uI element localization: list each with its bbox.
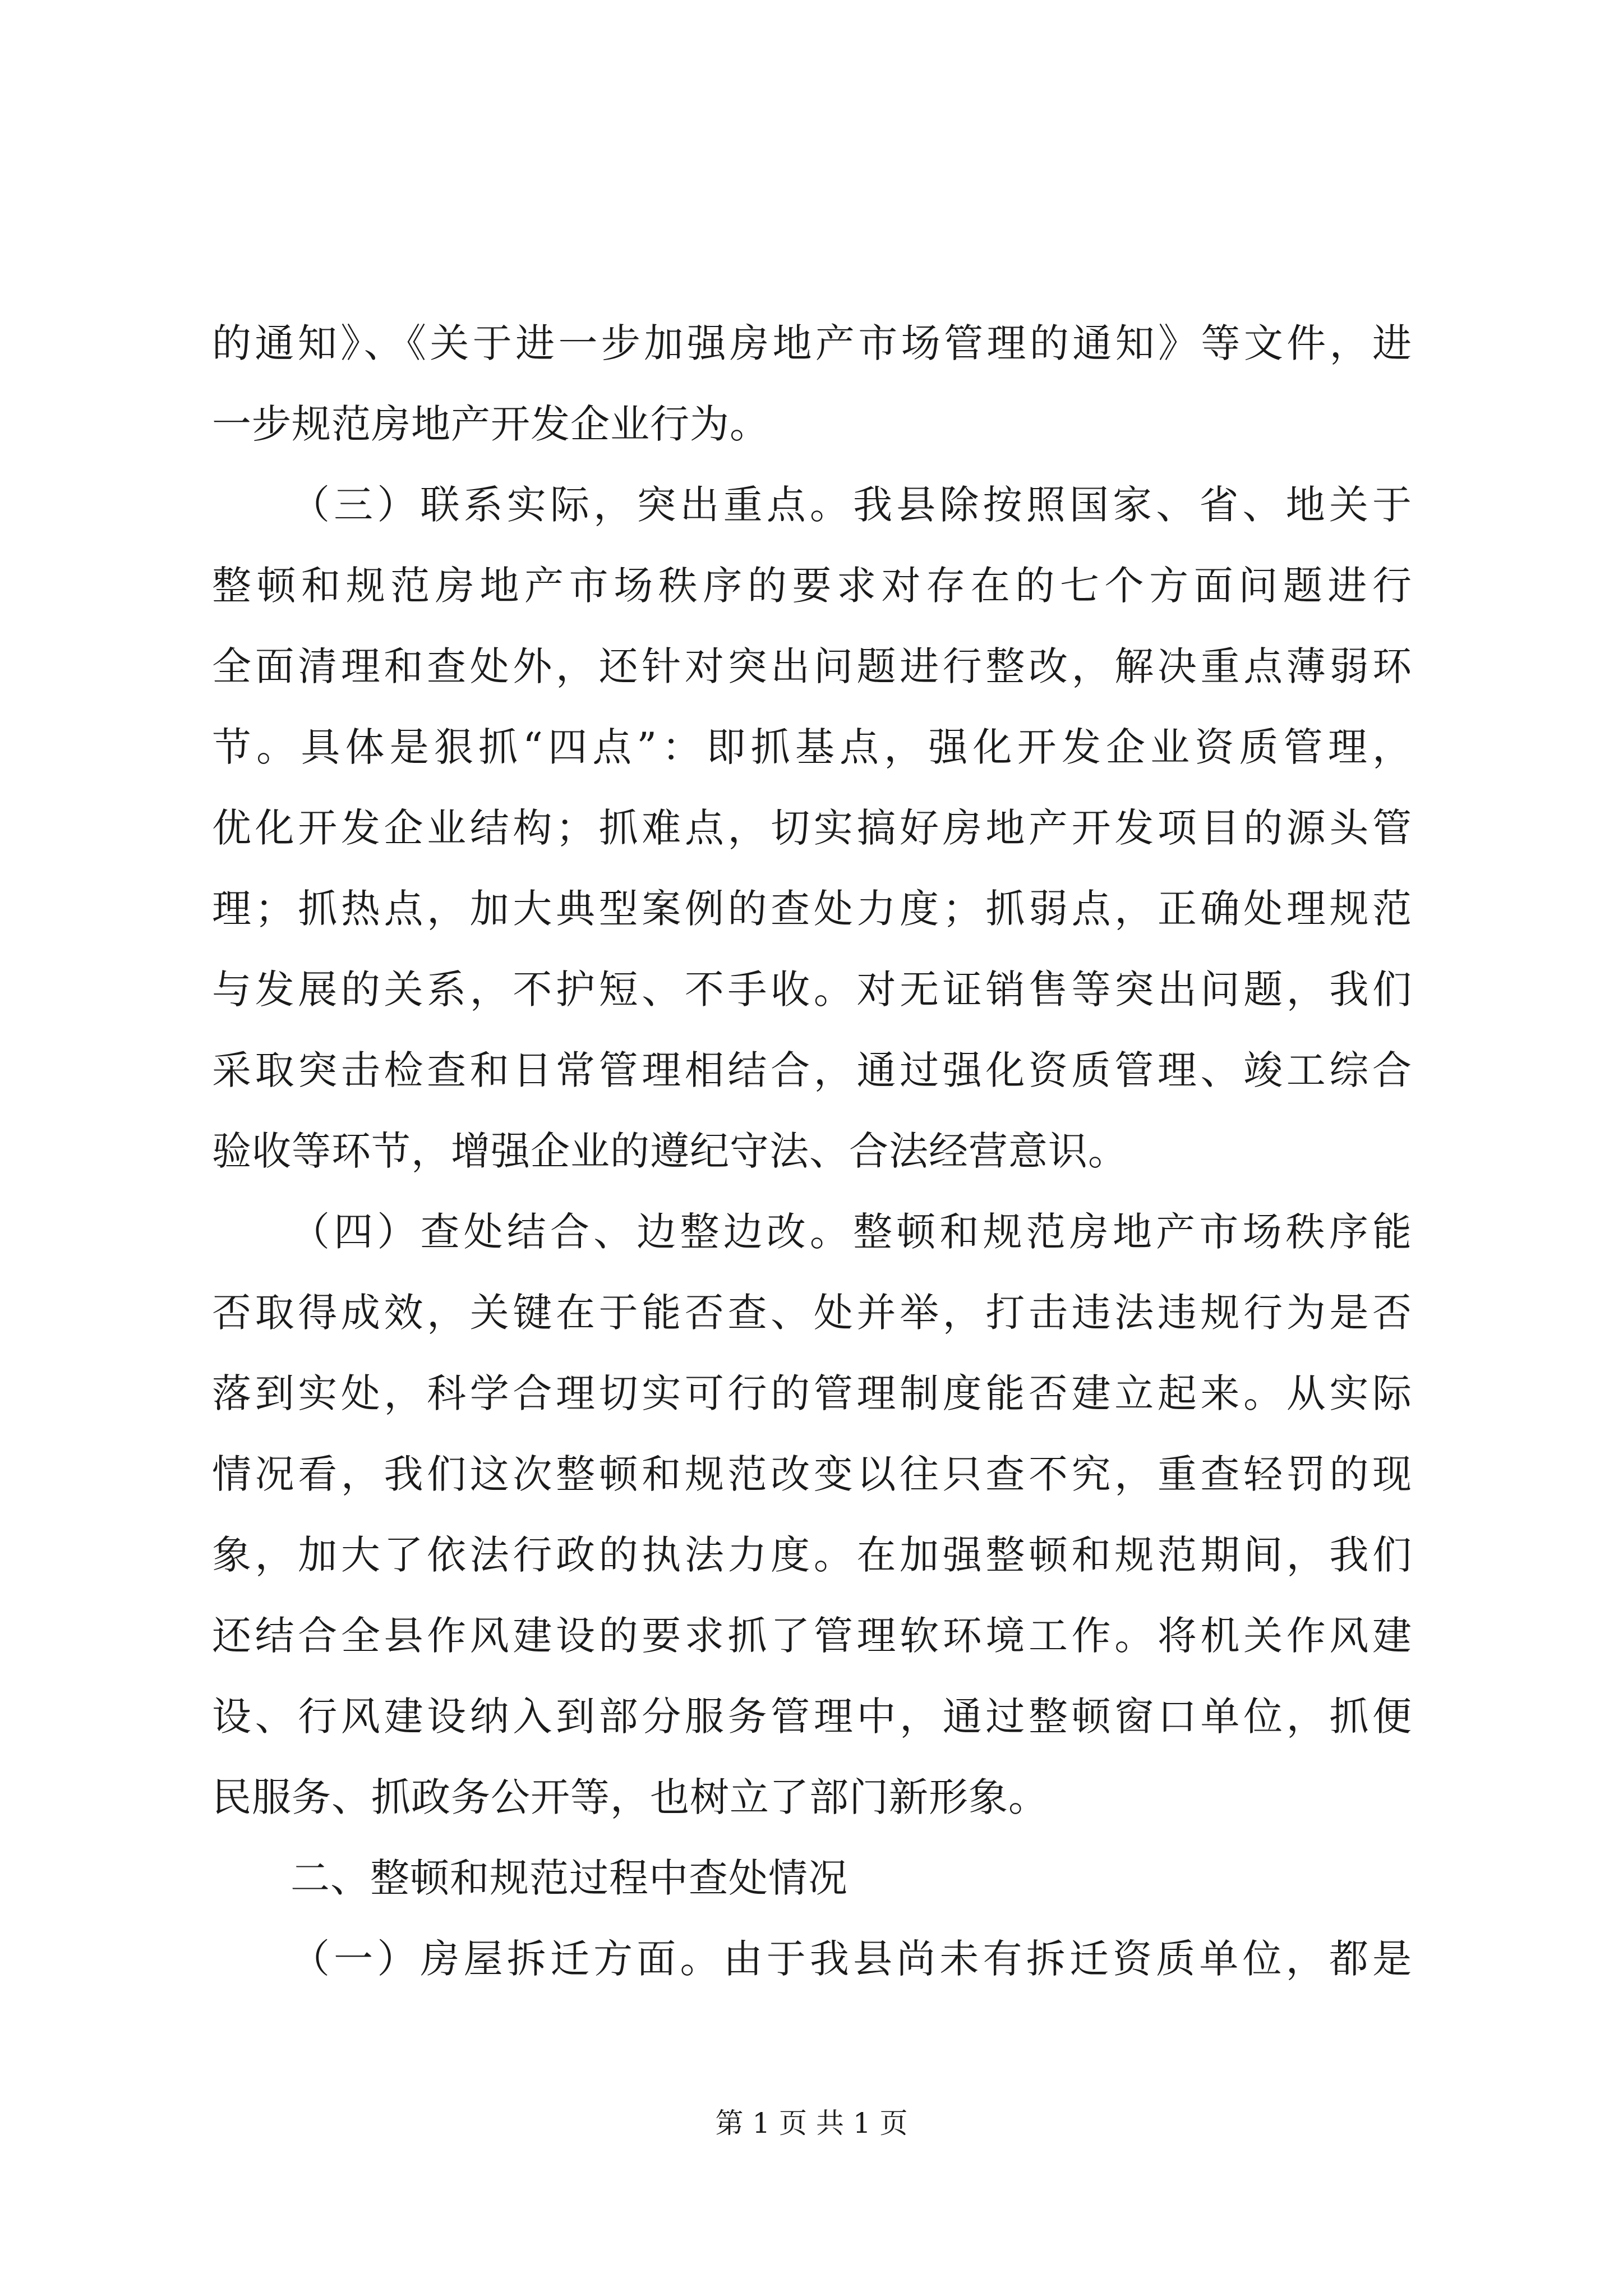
text-line: （四）查处结合、边整边改。整顿和规范房地产市场秩序能 bbox=[291, 1209, 1412, 1255]
text-line: 理；抓热点，加大典型案例的查处力度；抓弱点，正确处理规范 bbox=[212, 886, 1412, 932]
text-line: 设、行风建设纳入到部分服务管理中，通过整顿窗口单位，抓便 bbox=[212, 1694, 1412, 1740]
text-line: 民服务、抓政务公开等，也树立了部门新形象。 bbox=[212, 1774, 1048, 1820]
text-line: 整顿和规范房地产市场秩序的要求对存在的七个方面问题进行 bbox=[212, 563, 1412, 609]
document-body bbox=[212, 303, 1412, 1999]
text-line: 情况看，我们这次整顿和规范改变以往只查不究，重查轻罚的现 bbox=[212, 1451, 1412, 1497]
text-line: 与发展的关系，不护短、不手收。对无证销售等突出问题，我们 bbox=[212, 967, 1412, 1013]
text-line: 全面清理和查处外，还针对突出问题进行整改，解决重点薄弱环 bbox=[212, 643, 1412, 689]
text-line: 一步规范房地产开发企业行为。 bbox=[212, 401, 769, 447]
text-line: 落到实处，科学合理切实可行的管理制度能否建立起来。从实际 bbox=[212, 1370, 1412, 1416]
text-line: 优化开发企业结构；抓难点，切实搞好房地产开发项目的源头管 bbox=[212, 805, 1412, 851]
text-line: 还结合全县作风建设的要求抓了管理软环境工作。将机关作风建 bbox=[212, 1613, 1412, 1659]
text-line: 采取突击检查和日常管理相结合，通过强化资质管理、竣工综合 bbox=[212, 1047, 1412, 1093]
text-line: （三）联系实际，突出重点。我县除按照国家、省、地关于 bbox=[291, 482, 1412, 528]
text-line: （一）房屋拆迁方面。由于我县尚未有拆迁资质单位，都是 bbox=[291, 1936, 1412, 1982]
text-line: 否取得成效，关键在于能否查、处并举，打击违法违规行为是否 bbox=[212, 1290, 1412, 1336]
text-line: 的通知》、《关于进一步加强房地产市场管理的通知》等文件，进 bbox=[212, 320, 1412, 366]
text-line: 二、整顿和规范过程中查处情况 bbox=[291, 1855, 848, 1901]
text-line: 节。具体是狠抓“四点”：即抓基点，强化开发企业资质管理， bbox=[212, 724, 1412, 770]
page-footer: 第 1 页 共 1 页 bbox=[715, 2107, 908, 2139]
text-line: 象，加大了依法行政的执法力度。在加强整顿和规范期间，我们 bbox=[212, 1532, 1412, 1578]
text-line: 验收等环节，增强企业的遵纪守法、合法经营意识。 bbox=[212, 1128, 1128, 1174]
